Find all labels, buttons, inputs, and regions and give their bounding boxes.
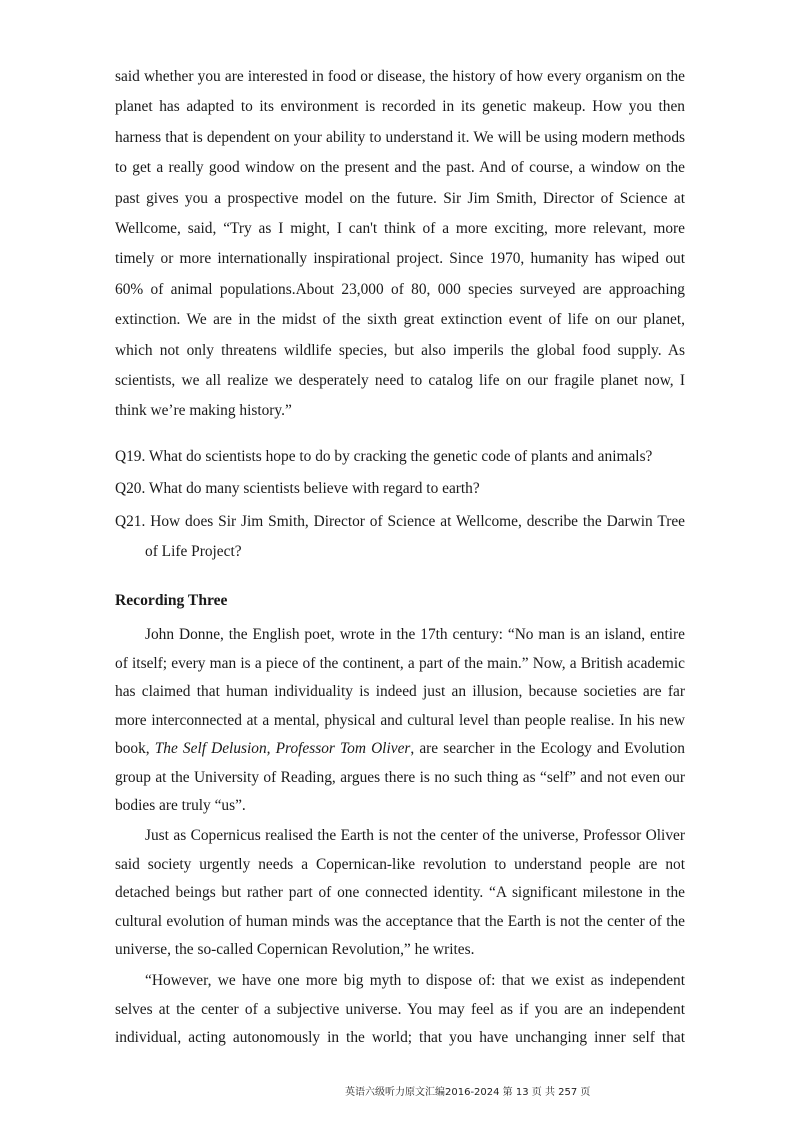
text-line: cultural evolution of human minds was the acceptance that the Earth is not the center of the bbox=[115, 912, 685, 930]
text-line: timely or more internationally inspirational project. Since 1970, humanity has wiped out bbox=[115, 250, 685, 268]
text-line: of itself; every man is a piece of the continent, a part of the main.” Now, a British academic bbox=[115, 654, 685, 672]
recording-three-paragraph-1 bbox=[115, 621, 685, 821]
section-heading: Recording Three bbox=[115, 592, 228, 609]
text-line: which not only threatens wildlife species, but also imperils the global food supply. As bbox=[115, 341, 685, 359]
text-line: think we’re making history.” bbox=[115, 402, 292, 420]
text-line: more interconnected at a mental, physical and cultural level than people realise. In his new bbox=[115, 711, 685, 729]
transcript-continuation-paragraph bbox=[115, 62, 685, 427]
text-line: 60% of animal populations.About 23,000 of 80, 000 species surveyed are approaching bbox=[115, 280, 685, 298]
text-line: scientists, we all realize we desperately need to catalog life on our fragile planet now, I bbox=[115, 371, 685, 389]
recording-three-paragraph-3 bbox=[115, 967, 685, 1053]
question-q21 bbox=[115, 507, 685, 568]
recording-three-paragraph-2 bbox=[115, 822, 685, 965]
question-q20 bbox=[115, 474, 685, 504]
text-line: Wellcome, said, “Try as I might, I can't think of a more exciting, more relevant, more bbox=[115, 219, 685, 237]
text-line bbox=[115, 735, 685, 764]
text-line: “However, we have one more big myth to dispose of: that we exist as independent bbox=[145, 972, 685, 989]
text-segment: book, bbox=[115, 740, 155, 757]
text-line: Just as Copernicus realised the Earth is not the center of the universe, Professor Oliver bbox=[145, 827, 685, 844]
text-line: to get a really good window on the present and the past. And of course, a window on the bbox=[115, 159, 685, 177]
text-line: said whether you are interested in food or disease, the history of how every organism on the bbox=[115, 68, 685, 85]
book-title-italic: The Self Delusion, Professor Tom Oliver bbox=[154, 740, 411, 757]
question-q19 bbox=[115, 442, 685, 472]
text-segment: , are searcher in the Ecology and Evolution bbox=[410, 740, 685, 757]
text-line: John Donne, the English poet, wrote in the 17th century: “No man is an island, entire bbox=[145, 626, 685, 643]
question-text: Q19. What do scientists hope to do by cracking the genetic code of plants and animals? bbox=[115, 448, 653, 465]
question-text: Q21. How does Sir Jim Smith, Director of Science at Wellcome, describe the Darwin Tree bbox=[115, 512, 685, 530]
text-line: planet has adapted to its environment is recorded in its genetic makeup. How you then bbox=[115, 98, 685, 116]
text-line: detached beings but rather part of one connected identity. “A significant milestone in the bbox=[115, 884, 685, 901]
text-line: universe, the so-called Copernican Revolution,” he writes. bbox=[115, 941, 475, 958]
page-footer: 英语六级听力原文汇编2016-2024 第 13 页 共 257 页 bbox=[345, 1087, 591, 1098]
text-line: past gives you a prospective model on the future. Sir Jim Smith, Director of Science at bbox=[115, 189, 685, 207]
text-line: individual, acting autonomously in the world; that you have unchanging inner self that bbox=[115, 1029, 685, 1046]
text-line: extinction. We are in the midst of the sixth great extinction event of life on our planet, bbox=[115, 311, 685, 329]
question-text-continued: of Life Project? bbox=[145, 543, 242, 561]
question-text: Q20. What do many scientists believe with regard to earth? bbox=[115, 480, 480, 498]
text-line: selves at the center of a subjective universe. You may feel as if you are an independent bbox=[115, 1000, 685, 1018]
text-line: bodies are truly “us”. bbox=[115, 797, 246, 814]
text-line: harness that is dependent on your ability to understand it. We will be using modern methods bbox=[115, 128, 685, 146]
text-line: group at the University of Reading, argues there is no such thing as “self” and not even our bbox=[115, 768, 685, 786]
text-line: has claimed that human individuality is indeed just an illusion, because societies are far bbox=[115, 683, 685, 700]
question-list bbox=[115, 442, 685, 570]
text-line: said society urgently needs a Copernican-like revolution to understand people are not bbox=[115, 855, 685, 873]
